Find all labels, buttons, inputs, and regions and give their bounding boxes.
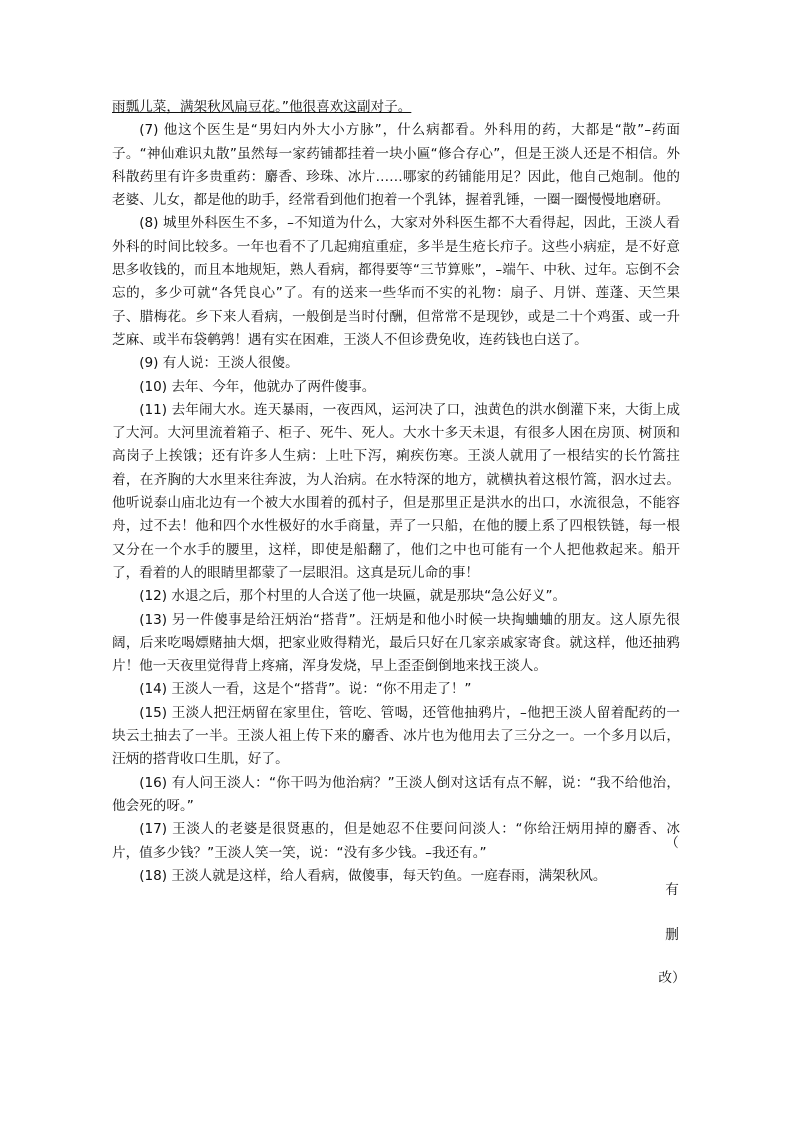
source-note-char: 改） [658,970,686,986]
source-note-char: 有 [665,882,679,898]
paragraph-15: (15) 王淡人把汪炳留在家里住，管吃、管喝，还管他抽鸦片，–他把王淡人留着配药的一块云土抽去了一半。王淡人祖上传下来的麝香、冰片也为他用去了三分之一。一个多月以后，汪炳的搭背收口生肌，好了。 [112,704,680,768]
paragraph-13: (13) 另一件傻事是给汪炳治“搭背”。汪炳是和他小时候一块掏蛐蛐的朋友。这人原先很阔，后来吃喝嫖赌抽大烟，把家业败得精光，最后只好在几家亲戚家寄食。就这样，他还抽鸦片！他一天夜里觉得背上疼痛，浑身发烧，早上歪歪倒倒地来找王淡人。 [112,611,680,675]
paragraph-14: (14) 王淡人一看，这是个“搭背”。说：“你不用走了！” [139,681,472,698]
paragraph-10: (10) 去年、今年，他就办了两件傻事。 [139,378,376,395]
source-note-char: 删 [665,927,679,943]
paragraph-18: (18) 王淡人就是这样，给人看病，做傻事，每天钓鱼。一庭春雨，满架秋风。 [139,867,607,884]
underlined-text: 雨瓢儿菜，满架秋风扁豆花。”他很喜欢这副对子。 [112,99,412,115]
paragraph-16: (16) 有人问王淡人：“你干吗为他治病？”王淡人倒对这话有点不解，说：“我不给他治，他会死的呀。” [112,774,680,814]
paragraph-continuation [112,96,680,119]
article-body [112,96,680,888]
source-note-vertical [652,833,692,988]
paragraph-11: (11) 去年闹大水。连天暴雨，一夜西风，运河决了口，浊黄色的洪水倒灌下来，大街上成了大河。大河里流着箱子、柜子、死牛、死人。大水十多天未退，有很多人困在房顶、树顶和高岗子上挨饿；还有许多人生病：上吐下泻，痢疾伤寒。王淡人就用了一根结实的长竹篙拄着，在齐胸的大水里来往奔波，为人治病。在水特深的地方，就横执着这根竹篙，泅水过去。他听说泰山庙北边有一个被大水围着的孤村子，但是那里正是洪水的出口，水流很急，不能容舟，过不去！他和四个水性极好的水手商量，弄了一只船，在他的腰上系了四根铁链，每一根又分在一个水手的腰里，这样，即使是船翻了，他们之中也可能有一个人把他救起来。船开了，看着的人的眼睛里都蒙了一层眼泪。这真是玩儿命的事！ [112,401,680,581]
paragraph-17: (17) 王淡人的老婆是很贤惠的，但是她忍不住要问问淡人：“你给汪炳用掉的麝香、冰片，值多少钱？”王淡人笑一笑，说：“没有多少钱。–我还有。” [112,821,680,861]
source-note-char: （ [665,835,679,851]
paragraph-9: (9) 有人说：王淡人很傻。 [139,355,299,372]
paragraph-7: (7) 他这个医生是“男妇内外大小方脉”，什么病都看。外科用的药，大都是“散”–药面子。“神仙难识丸散”虽然每一家药铺都挂着一块小匾“修合存心”，但是王淡人还是不相信。外科散药里有许多贵重药：麝香、珍珠、冰片……哪家的药铺能用足？因此，他自己炮制。他的老婆、儿女，都是他的助手，经常看到他们抱着一个乳钵，握着乳锤，一圈一圈慢慢地磨研。 [112,122,680,209]
paragraph-8: (8) 城里外科医生不多，–不知道为什么，大家对外科医生都不大看得起，因此，王淡人看外科的时间比较多。一年也看不了几起痈疽重症，多半是生疮长疖子。这些小病症，是不好意思多收钱的，而且本地规矩，熟人看病，都得要等“三节算账”，–端午、中秋、过年。忘倒不会忘的，多少可就“各凭良心”了。有的送来一些华而不实的礼物：扇子、月饼、莲蓬、天竺果子、腊梅花。乡下来人看病，一般倒是当时付酬，但常常不是现钞，或是二十个鸡蛋、或一升芝麻、或半布袋鹌鹑！遇有实在困难，王淡人不但诊费免收，连药钱也白送了。 [112,215,680,348]
paragraph-12: (12) 水退之后，那个村里的人合送了他一块匾，就是那块“急公好义”。 [139,588,567,605]
